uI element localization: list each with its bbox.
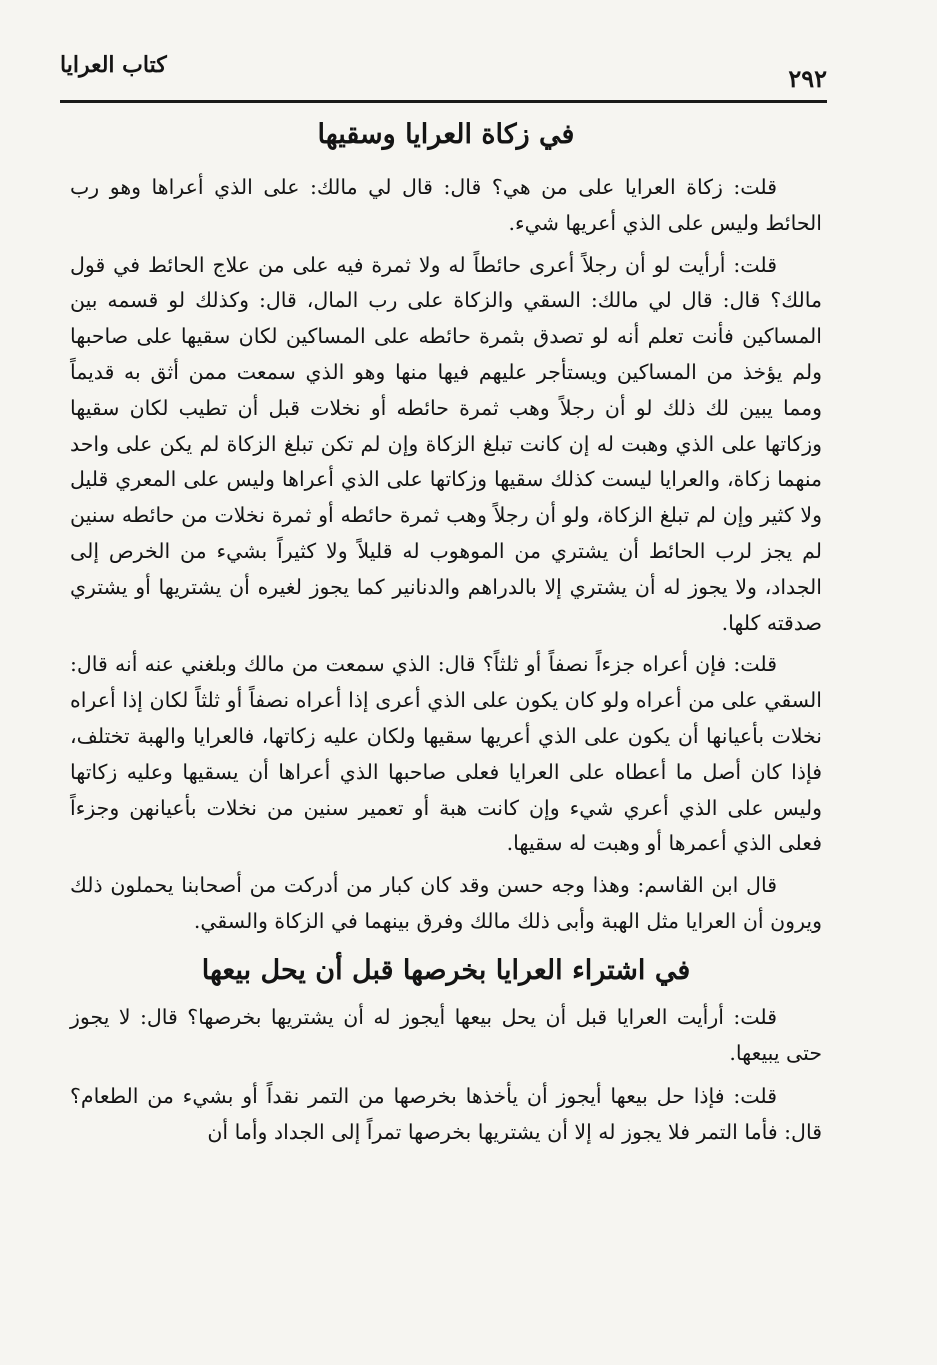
page-header	[60, 50, 827, 103]
page-number: ٢٩٢	[788, 64, 827, 93]
paragraph: قلت: فإذا حل بيعها أيجوز أن يأخذها بخرصها من التمر نقداً أو بشيء من الطعام؟ قال: فأما التمر فلا يجوز له إلا أن يشتريها بخرصها تمراً إلى الجداد وأما أن	[70, 1084, 822, 1145]
page-body	[70, 110, 822, 1159]
section-heading: في اشتراء العرايا بخرصها قبل أن يحل بيعها	[201, 954, 691, 986]
running-header-title: كتاب العرايا	[60, 52, 167, 78]
section-ishtira-al-araya	[70, 946, 822, 1151]
paragraph: قلت: أرأيت العرايا قبل أن يحل بيعها أيجوز له أن يشتريها بخرصها؟ قال: لا يجوز حتى يبيعها.	[70, 1004, 822, 1065]
section-heading: في زكاة العرايا وسقيها	[317, 119, 575, 150]
paragraph: قال ابن القاسم: وهذا وجه حسن وقد كان كبار من أدركت من أصحابنا يحملون ذلك ويرون أن العرايا مثل الهبة وأبى ذلك مالك وفرق بينهما في الزكاة والسقي.	[70, 873, 822, 933]
paragraph: قلت: زكاة العرايا على من هي؟ قال: قال لي مالك: على الذي أعراها وهو رب الحائط وليس على الذي أعريها شيء.	[70, 175, 822, 235]
paragraph: قلت: أرأيت لو أن رجلاً أعرى حائطاً له ولا ثمرة فيه على من علاج الحائط في قول مالك؟ قال: قال لي مالك: السقي والزكاة على رب المال، قال: وكذلك لو قسمه بين المساكين فأنت تعلم أنه لو تصدق بثمرة حائطه على المساكين لكان سقيها على صاحبها ولم يؤخذ من المساكين ويستأجر عليهم فيها منها وهو الذي سمعت ممن أثق به قديماً ومما يبين لك ذلك لو أن رجلاً وهب ثمرة حائطه أو نخلات قبل أن تطيب لكان سقيها وزكاتها على الذي وهبت له إن كانت تبلغ الزكاة وإن لم تكن تبلغ الزكاة لم يكن على واحد منهما زكاة، والعرايا ليست كذلك سقيها وزكاتها على الذي أعراها وليس على المعري قليل ولا كثير وإن لم تبلغ الزكاة، ولو أن رجلاً وهب ثمرة حائطه أو ثمرة نخلات من حائطه سنين لم يجز لرب الحائط أن يشتري من الموهوب له قليلاً ولا كثيراً بشيء من الخرص إلى الجداد، ولا يجوز له أن يشتري إلا بالدراهم والدنانير كما يجوز لغيره أن يشتريها أو يشتري صدقته كلها.	[70, 252, 822, 635]
paragraph: قلت: فإن أعراه جزءاً نصفاً أو ثلثاً؟ قال: الذي سمعت من مالك وبلغني عنه أنه قال: السقي على من أعراه ولو كان يكون على الذي أعرى إذا أعراه نصفاً أو ثلثاً لكان إذا أعراه نخلات بأعيانها أن يكون على الذي أعريها سقيها ولكان عليه زكاتها، فالعرايا والهبة تختلف، فإذا كان أصل ما أعطاه على العرايا فعلى صاحبها الذي أعراها أن يسقيها وعليه زكاتها وليس على الذي أعري شيء وإن كانت هبة أو تعمير سنين من نخلات بأعيانهن وجزءاً فعلى الذي أعمرها أو وهبت له سقيها.	[70, 652, 822, 856]
section-zakat-al-araya	[70, 110, 822, 940]
